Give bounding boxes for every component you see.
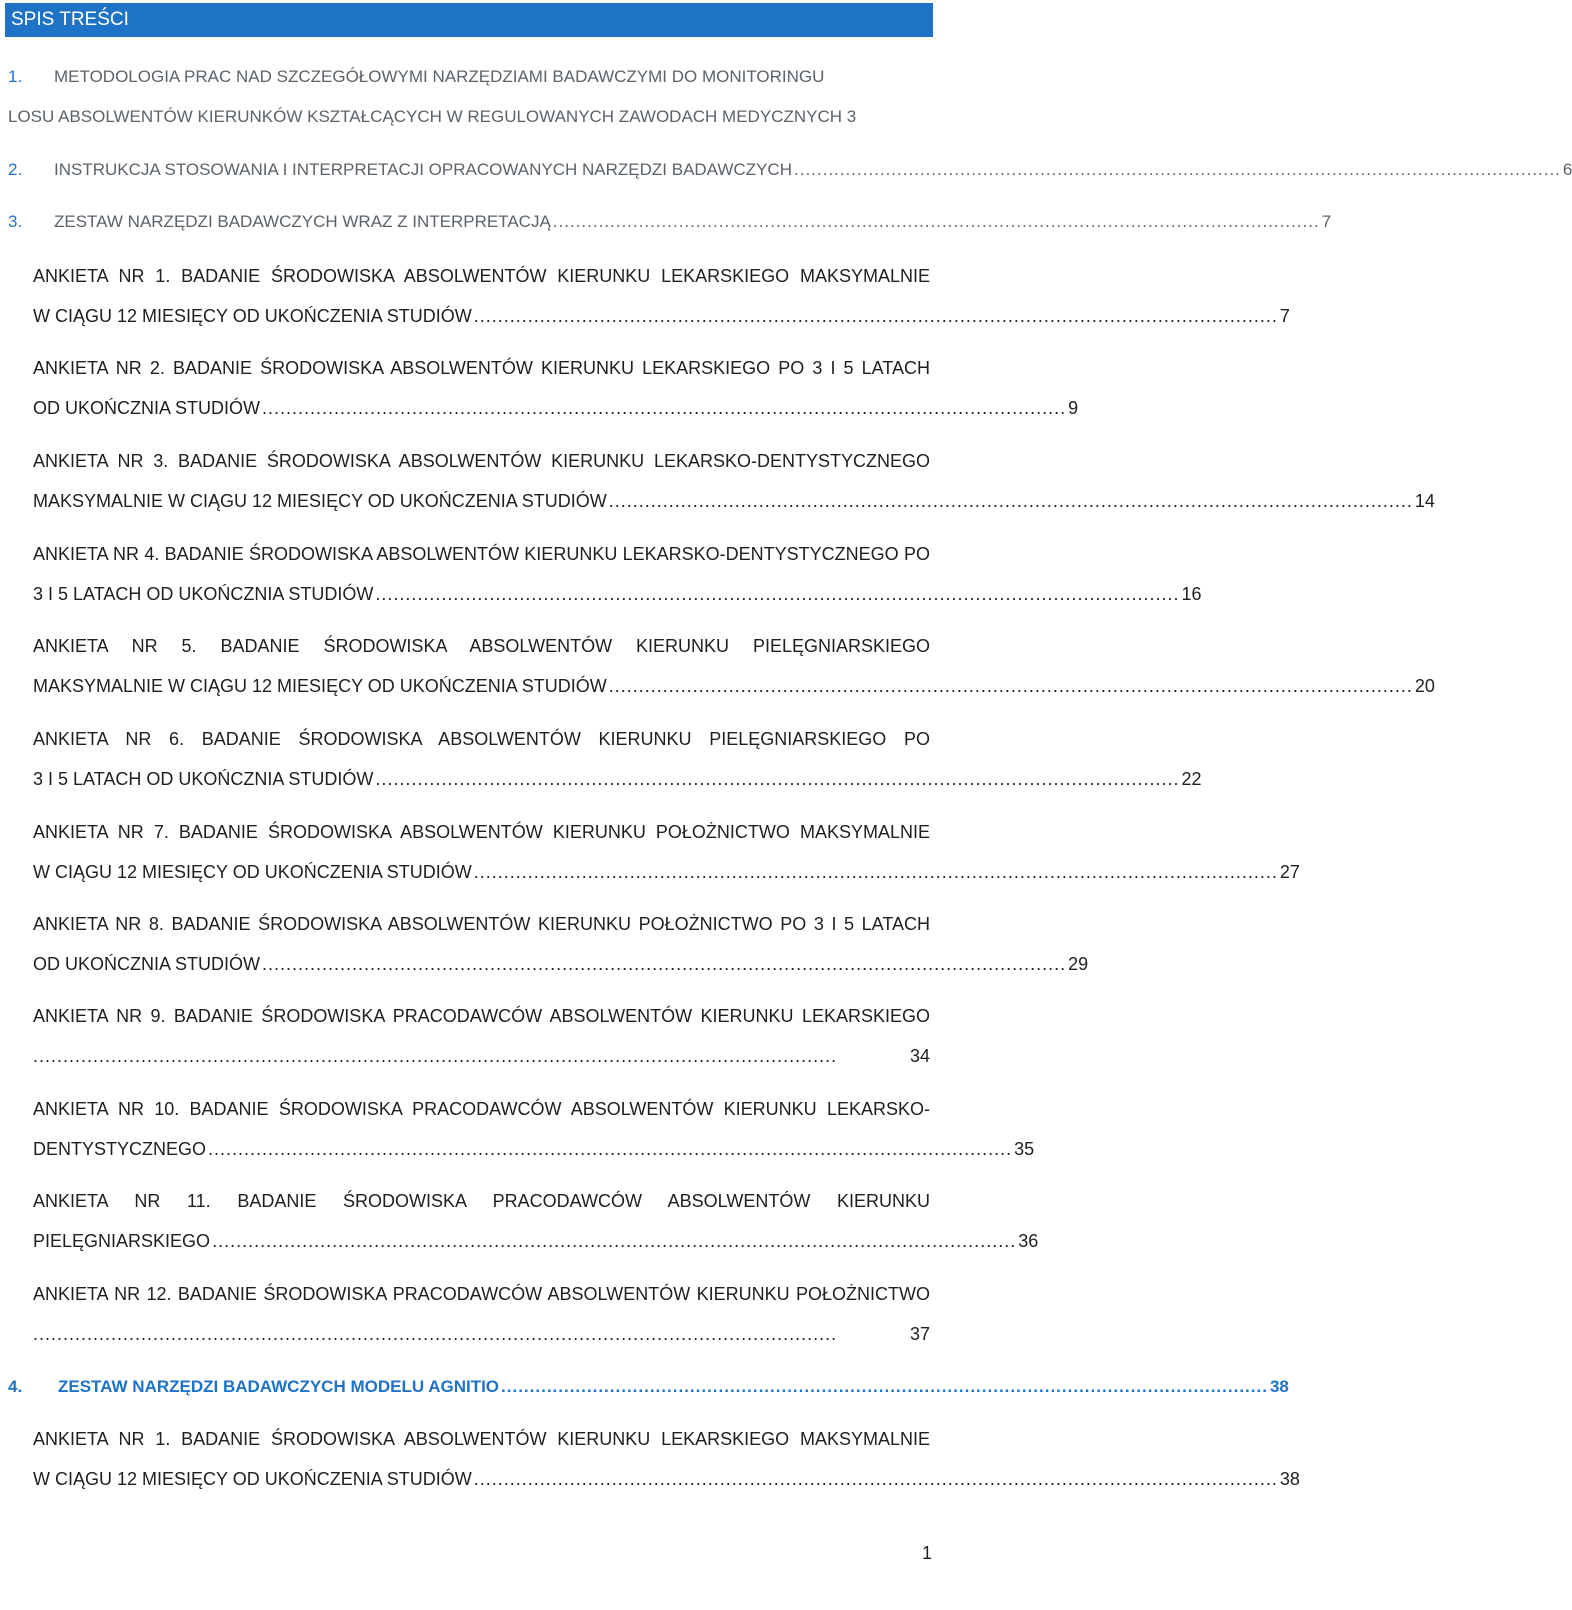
toc-leader-dots: ...................................................................................................................................... <box>608 491 1413 511</box>
toc-leader-dots: ...................................................................................................................................... <box>794 160 1561 179</box>
toc-item-3-number: 3. <box>8 212 23 231</box>
toc-entry-title-line2: OD UKOŃCZNIA STUDIÓW <box>33 398 261 418</box>
toc-entry-page: 34 <box>909 1046 930 1066</box>
toc-entry-line2[interactable] <box>33 1045 930 1067</box>
toc-entry-title-line2: W CIĄGU 12 MIESIĘCY OD UKOŃCZENIA STUDIÓW <box>33 306 472 326</box>
toc-leader-dots: ...................................................................................................................................... <box>552 212 1320 231</box>
toc-final-entry-line2[interactable] <box>33 1468 1300 1490</box>
toc-item-3-title: ZESTAW NARZĘDZI BADAWCZYCH WRAZ Z INTERPRETACJĄ <box>54 212 551 231</box>
toc-entry-page: 35 <box>1014 1139 1035 1159</box>
toc-entry-title-line2: W CIĄGU 12 MIESIĘCY OD UKOŃCZENIA STUDIÓW <box>33 862 472 882</box>
toc-entry-line1[interactable] <box>33 1005 930 1027</box>
toc-entry-title-line1: ANKIETA NR 2. BADANIE ŚRODOWISKA ABSOLWENTÓW KIERUNKU LEKARSKIEGO PO 3 I 5 LATACH <box>33 358 930 378</box>
toc-item-4-page: 38 <box>1269 1377 1289 1396</box>
toc-item-1-line2[interactable] <box>8 106 856 128</box>
toc-entry-page: 7 <box>1279 306 1290 326</box>
toc-entry-line2[interactable] <box>33 305 1290 327</box>
toc-entry-page: 22 <box>1181 769 1202 789</box>
toc-entry-title-line2: PIELĘGNIARSKIEGO <box>33 1231 211 1251</box>
toc-entry-title-line2: MAKSYMALNIE W CIĄGU 12 MIESIĘCY OD UKOŃCZENIA STUDIÓW <box>33 676 607 696</box>
toc-entry-title-line1: ANKIETA NR 9. BADANIE ŚRODOWISKA PRACODAWCÓW ABSOLWENTÓW KIERUNKU LEKARSKIEGO <box>33 1006 930 1026</box>
toc-leader-dots: ...................................................................................................................................... <box>375 584 1180 604</box>
toc-final-entry-title-line2: W CIĄGU 12 MIESIĘCY OD UKOŃCZENIA STUDIÓW <box>33 1469 472 1489</box>
toc-entry-title-line1: ANKIETA NR 5. BADANIE ŚRODOWISKA ABSOLWENTÓW KIERUNKU PIELĘGNIARSKIEGO <box>33 636 930 656</box>
toc-leader-dots: ...................................................................................................................................... <box>33 1046 838 1066</box>
toc-entry-title-line2: DENTYSTYCZNEGO <box>33 1139 207 1159</box>
toc-entry-page: 20 <box>1414 676 1435 696</box>
toc-entry-line1[interactable] <box>33 265 930 287</box>
toc-leader-dots: ...................................................................................................................................... <box>473 1469 1278 1489</box>
toc-entry-title-line1: ANKIETA NR 7. BADANIE ŚRODOWISKA ABSOLWENTÓW KIERUNKU POŁOŻNICTWO MAKSYMALNIE <box>33 822 930 842</box>
page-number: 1 <box>921 1543 932 1563</box>
toc-entry-line1[interactable] <box>33 357 930 379</box>
toc-entry-title-line1: ANKIETA NR 10. BADANIE ŚRODOWISKA PRACODAWCÓW ABSOLWENTÓW KIERUNKU LEKARSKO- <box>33 1099 930 1119</box>
toc-item-1-title-line1: METODOLOGIA PRAC NAD SZCZEGÓŁOWYMI NARZĘDZIAMI BADAWCZYMI DO MONITORINGU <box>54 67 825 86</box>
toc-item-1-number: 1. <box>8 67 23 86</box>
toc-entry-page: 27 <box>1279 862 1300 882</box>
toc-entry-title-line1: ANKIETA NR 6. BADANIE ŚRODOWISKA ABSOLWENTÓW KIERUNKU PIELĘGNIARSKIEGO PO <box>33 729 930 749</box>
toc-item-1-title-line2: LOSU ABSOLWENTÓW KIERUNKÓW KSZTAŁCĄCYCH W REGULOWANYCH ZAWODACH MEDYCZNYCH <box>8 107 843 126</box>
toc-entry-page: 29 <box>1068 954 1089 974</box>
toc-leader-dots: ...................................................................................................................................... <box>33 1324 838 1344</box>
toc-entry-page: 9 <box>1068 398 1079 418</box>
toc-entry-title-line2: 3 I 5 LATACH OD UKOŃCZNIA STUDIÓW <box>33 584 374 604</box>
toc-entry-title-line1: ANKIETA NR 12. BADANIE ŚRODOWISKA PRACODAWCÓW ABSOLWENTÓW KIERUNKU POŁOŻNICTWO <box>33 1284 930 1304</box>
toc-entry-line1[interactable] <box>33 913 930 935</box>
toc-leader-dots: ...................................................................................................................................... <box>375 769 1180 789</box>
toc-entry-title-line2: 3 I 5 LATACH OD UKOŃCZNIA STUDIÓW <box>33 769 374 789</box>
toc-entry-page: 16 <box>1181 584 1202 604</box>
toc-item-2-title: INSTRUKCJA STOSOWANIA I INTERPRETACJI OPRACOWANYCH NARZĘDZI BADAWCZYCH <box>54 160 792 179</box>
toc-final-entry-title-line1: ANKIETA NR 1. BADANIE ŚRODOWISKA ABSOLWENTÓW KIERUNKU LEKARSKIEGO MAKSYMALNIE <box>33 1429 930 1449</box>
toc-entry-title-line1: ANKIETA NR 4. BADANIE ŚRODOWISKA ABSOLWENTÓW KIERUNKU LEKARSKO-DENTYSTYCZNEGO PO <box>33 544 930 564</box>
toc-entry-page: 14 <box>1414 491 1435 511</box>
toc-entry-line2[interactable] <box>33 397 1079 419</box>
toc-entry-line1[interactable] <box>33 1283 930 1305</box>
toc-entry-line2[interactable] <box>33 861 1300 883</box>
toc-title: SPIS TREŚCI <box>11 9 129 30</box>
toc-entry-line1[interactable] <box>33 635 930 657</box>
toc-item-3-page: 7 <box>1321 212 1332 231</box>
toc-entry-line2[interactable] <box>33 1138 1035 1160</box>
toc-final-entry-page: 38 <box>1279 1469 1300 1489</box>
toc-item-4-title: ZESTAW NARZĘDZI BADAWCZYCH MODELU AGNITIO <box>58 1377 500 1396</box>
toc-item-1-line1[interactable] <box>8 66 824 88</box>
toc-entry-title-line1: ANKIETA NR 1. BADANIE ŚRODOWISKA ABSOLWENTÓW KIERUNKU LEKARSKIEGO MAKSYMALNIE <box>33 266 930 286</box>
toc-leader-dots: ...................................................................................................................................... <box>608 676 1413 696</box>
toc-leader-dots: ...................................................................................................................................... <box>473 306 1278 326</box>
toc-leader-dots: ...................................................................................................................................... <box>212 1231 1017 1251</box>
toc-entry-line1[interactable] <box>33 821 930 843</box>
toc-item-3[interactable] <box>8 211 1332 233</box>
toc-entry-line2[interactable] <box>33 768 1202 790</box>
toc-item-2-page: 6 <box>1562 160 1572 179</box>
toc-entry-line1[interactable] <box>33 450 930 472</box>
toc-entry-line1[interactable] <box>33 1098 930 1120</box>
toc-leader-dots: ...................................................................................................................................... <box>208 1139 1013 1159</box>
toc-entry-title-line1: ANKIETA NR 8. BADANIE ŚRODOWISKA ABSOLWENTÓW KIERUNKU POŁOŻNICTWO PO 3 I 5 LATACH <box>33 914 930 934</box>
toc-entry-line1[interactable] <box>33 728 930 750</box>
toc-entry-line2[interactable] <box>33 490 1435 512</box>
toc-header <box>5 3 933 37</box>
toc-entry-line2[interactable] <box>33 953 1089 975</box>
toc-entry-page: 36 <box>1018 1231 1039 1251</box>
toc-leader-dots: ...................................................................................................................................... <box>262 954 1067 974</box>
toc-final-entry-line1[interactable] <box>33 1428 930 1450</box>
toc-entry-line1[interactable] <box>33 1190 930 1212</box>
toc-item-4-number: 4. <box>8 1377 23 1396</box>
toc-item-2[interactable] <box>8 159 1572 181</box>
toc-entry-line1[interactable] <box>33 543 930 565</box>
toc-entry-line2[interactable] <box>33 583 1202 605</box>
toc-entry-title-line1: ANKIETA NR 3. BADANIE ŚRODOWISKA ABSOLWENTÓW KIERUNKU LEKARSKO-DENTYSTYCZNEGO <box>33 451 930 471</box>
toc-item-1-page: 3 <box>846 107 857 126</box>
toc-entry-title-line1: ANKIETA NR 11. BADANIE ŚRODOWISKA PRACODAWCÓW ABSOLWENTÓW KIERUNKU <box>33 1191 930 1211</box>
toc-leader-dots: ...................................................................................................................................... <box>501 1377 1268 1396</box>
toc-entry-line2[interactable] <box>33 1323 930 1345</box>
toc-item-2-number: 2. <box>8 160 23 179</box>
toc-item-4[interactable] <box>8 1376 1289 1398</box>
toc-entry-title-line2: MAKSYMALNIE W CIĄGU 12 MIESIĘCY OD UKOŃCZENIA STUDIÓW <box>33 491 607 511</box>
toc-entry-line2[interactable] <box>33 675 1435 697</box>
toc-entry-title-line2: OD UKOŃCZNIA STUDIÓW <box>33 954 261 974</box>
toc-entry-line2[interactable] <box>33 1230 1039 1252</box>
toc-leader-dots: ...................................................................................................................................... <box>473 862 1278 882</box>
toc-leader-dots: ...................................................................................................................................... <box>262 398 1067 418</box>
toc-entry-page: 37 <box>909 1324 930 1344</box>
